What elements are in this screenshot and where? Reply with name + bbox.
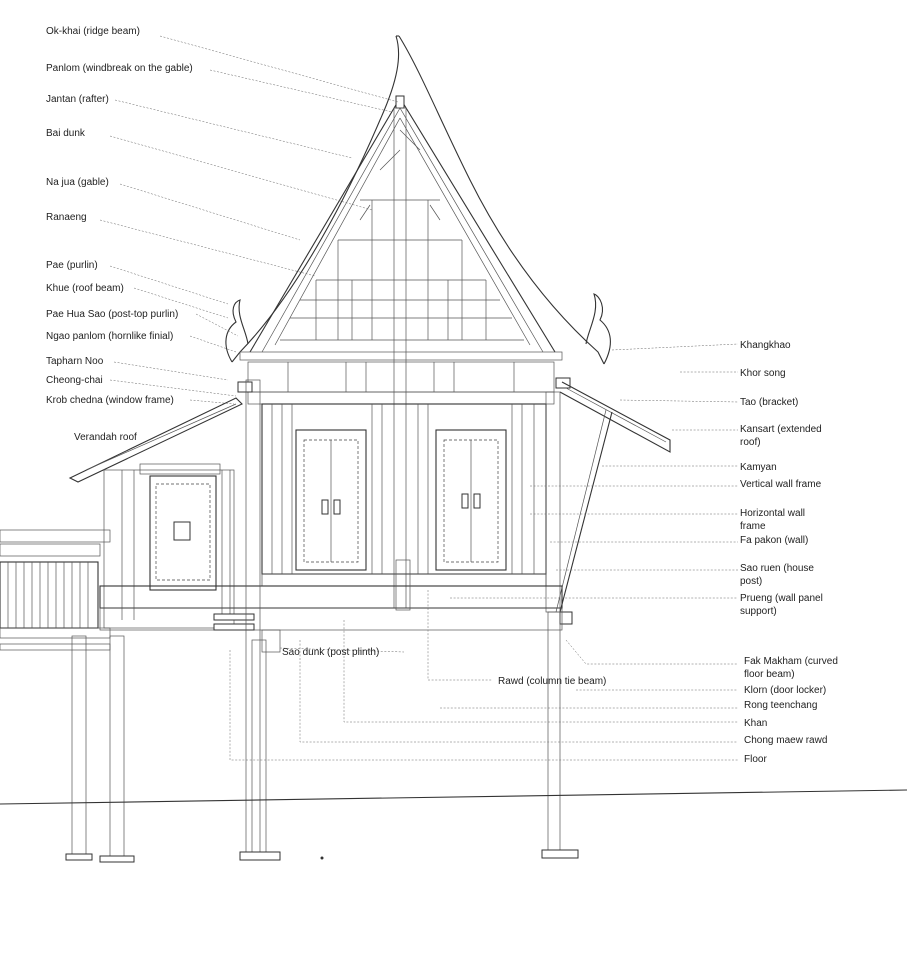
label-kansart-line1: Kansart (extended [740, 424, 822, 435]
label-ngao-panlom: Ngao panlom (hornlike finial) [46, 331, 174, 342]
label-tapharn-noo: Tapharn Noo [46, 356, 104, 367]
label-fa-pakon: Fa pakon (wall) [740, 535, 809, 546]
label-khor-song: Khor song [740, 368, 786, 379]
label-kamyan: Kamyan [740, 462, 777, 473]
label-bai-dunk: Bai dunk [46, 128, 85, 139]
label-khan: Khan [744, 718, 768, 729]
label-sao-dunk: Sao dunk (post plinth) [282, 647, 380, 658]
label-tao: Tao (bracket) [740, 397, 799, 408]
label-cheong-chai: Cheong-chai [46, 375, 103, 386]
label-khue: Khue (roof beam) [46, 283, 124, 294]
label-khangkhao: Khangkhao [740, 340, 791, 351]
label-vertical-wall-frame: Vertical wall frame [740, 479, 822, 490]
label-ok-khai: Ok-khai (ridge beam) [46, 26, 140, 37]
right-labels [740, 340, 838, 765]
label-chong-maew-rawd: Chong maew rawd [744, 735, 828, 746]
label-rawd: Rawd (column tie beam) [498, 676, 607, 687]
label-kansart-line2: roof) [740, 437, 761, 448]
left-labels [46, 26, 193, 443]
main-wall [262, 404, 546, 586]
label-prueng-line2: support) [740, 606, 777, 617]
label-verandah-roof: Verandah roof [74, 432, 137, 443]
label-na-jua: Na jua (gable) [46, 177, 109, 188]
label-klorn: Klorn (door locker) [744, 685, 827, 696]
label-rong-teenchang: Rong teenchang [744, 700, 818, 711]
label-krob-chedna: Krob chedna (window frame) [46, 395, 174, 406]
label-sao-ruen-line1: Sao ruen (house [740, 563, 814, 574]
middle-labels [282, 647, 606, 687]
label-horizontal-wall-line1: Horizontal wall [740, 508, 806, 519]
label-sao-ruen-line2: post) [740, 576, 763, 587]
label-pae: Pae (purlin) [46, 260, 98, 271]
floor-posts [0, 380, 907, 862]
leader-lines [100, 36, 738, 760]
label-jantan: Jantan (rafter) [46, 94, 109, 105]
label-floor: Floor [744, 754, 767, 765]
label-horizontal-wall-line2: frame [740, 521, 766, 532]
label-panlom: Panlom (windbreak on the gable) [46, 63, 193, 74]
label-pae-hua-sao: Pae Hua Sao (post-top purlin) [46, 309, 179, 320]
label-fak-makham-line1: Fak Makham (curved [744, 656, 838, 667]
label-fak-makham-line2: floor beam) [744, 669, 795, 680]
label-ranaeng: Ranaeng [46, 212, 87, 223]
label-prueng-line1: Prueng (wall panel [740, 593, 823, 604]
beams [238, 352, 570, 404]
kansart-roof [546, 382, 670, 624]
